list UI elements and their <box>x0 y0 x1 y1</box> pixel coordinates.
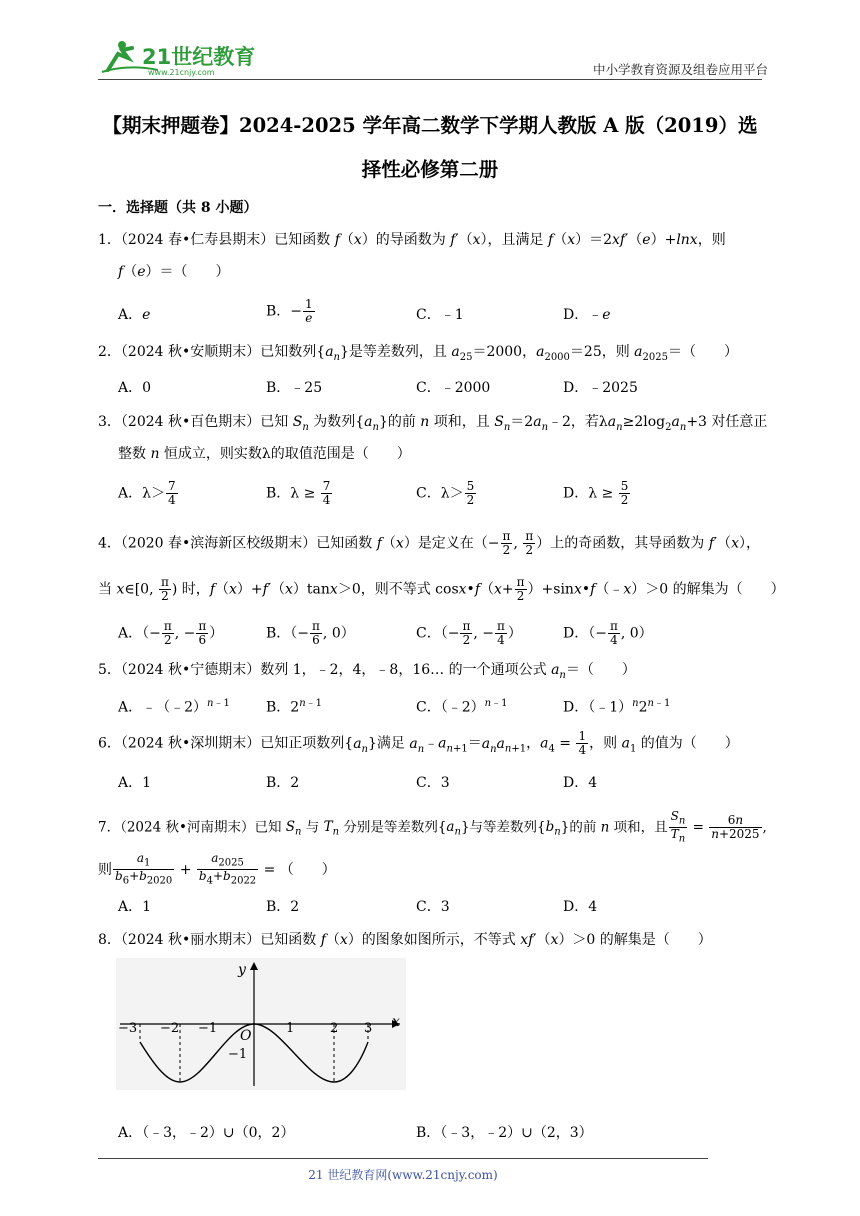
q5-option-b: B．$2^{n﹣1}$ <box>266 698 323 716</box>
question-1-cont: f（e）＝（ ） <box>118 264 230 280</box>
question-6: 6．（2024 秋•深圳期末）已知正项数列$\{a_n\}$满足 $a_n﹣a_{n+1}=a_na_{n+1}$，$a_4$ = $\frac{1}{4}$ ，则 $a_1$ 的值为（ ） <box>98 729 739 757</box>
q4-option-c: C．（− $\frac{\pi}{2}$ , − $\frac{\pi}{4}$ ） <box>416 619 522 647</box>
question-8: 8．（2024 秋•丽水期末）已知函数 f（x）的图象如图所示，不等式 xf′（x）＞0 的解集是（ ） <box>98 932 712 948</box>
q8-option-a: A．（﹣3，﹣2）∪（0，2） <box>118 1125 295 1141</box>
q5-option-a: A．﹣（﹣2）$^{n﹣1}$ <box>118 698 230 716</box>
axis-y-label: y <box>238 962 246 978</box>
logo <box>98 36 258 78</box>
question-5: 5．（2024 秋•宁德期末）数列 1，﹣2，4，﹣8，16… 的一个通项公式 $a_n=$（ ） <box>98 662 636 681</box>
question-4: 4．（2020 春•滨海新区校级期末）已知函数 f（x）是定义在（− $\frac{\pi}{2}$ , $\frac{\pi}{2}$ ）上的奇函数，其导函数为 f′（x）， <box>98 529 760 557</box>
logo-url: www.21cnjy.com <box>148 68 215 77</box>
q7-option-c: C．3 <box>416 899 450 915</box>
q4-option-a: A．（− $\frac{\pi}{2}$ , − $\frac{\pi}{6}$ ） <box>118 619 224 647</box>
question-3-cont: 整数 n 恒成立，则实数λ的取值范围是（ ） <box>118 446 411 462</box>
tick-minus3: −3 <box>118 1021 138 1036</box>
q6-option-c: C．3 <box>416 775 450 791</box>
q6-option-d: D．4 <box>563 775 598 791</box>
question-3: 3．（2024 秋•百色期末）已知 $S_n$ 为数列$\{a_n\}$的前 n 项和，且 $S_n=2a_n﹣2$，若$\lambda a_n\ge 2\log_2a_n+3$ 对任意正 <box>98 414 768 433</box>
section-heading: 一．选择题（共 8 小题） <box>98 200 258 216</box>
tick-minus2: −2 <box>160 1021 180 1036</box>
question-7: 7．（2024 秋•河南期末）已知 $S_n$ 与 $T_n$ 分别是等差数列$\{a_n\}$与等差数列$\{b_n\}$的前 n 项和，且 $\frac{S_n}{T_n}$ = $\frac{6n}{n+2025}$ , <box>98 809 767 845</box>
question-4-cont: 当 x∈[0, $\frac{\pi}{2}$ ) 时，f（x）+f′（x）tanx＞0，则不等式 cosx•f（x+ $\frac{\pi}{2}$ ）+sinx•f（﹣x）＞0 的解集为（ ） <box>98 575 785 603</box>
q1-option-d: D．﹣e <box>563 307 611 323</box>
q3-option-d: D．λ ≥ $\frac{5}{2}$ <box>563 479 629 507</box>
footer-divider <box>98 1158 708 1159</box>
question-7-cont: 则 $\frac{a_1}{b_6+b_{2020}}$ + $\frac{a_{2025}}{b_4+b_{2022}}$ = （ ） <box>98 851 336 887</box>
function-graph <box>116 958 406 1090</box>
platform-name: 中小学教育资源及组卷应用平台 <box>592 62 768 77</box>
tick-3: 3 <box>364 1021 373 1036</box>
question-1: 1．（2024 春•仁寿县期末）已知函数 f（x）的导函数为 f′（x），且满足 f（x）＝2xf′（e）+lnx，则 <box>98 232 726 248</box>
q3-option-c: C．λ＞ $\frac{5}{2}$ <box>416 479 475 507</box>
q3-option-b: B．λ ≥ $\frac{7}{4}$ <box>266 479 331 507</box>
q3-option-a: A．λ＞ $\frac{7}{4}$ <box>118 479 176 507</box>
q1-option-c: C．﹣1 <box>416 307 464 323</box>
q5-option-c: C．（﹣2）$^{n﹣1}$ <box>416 698 508 716</box>
page-title-line2: 择性必修第二册 <box>361 158 499 181</box>
tick-minus1: −1 <box>198 1021 218 1036</box>
axis-x-label: x <box>392 1014 400 1030</box>
q2-option-a: A．0 <box>118 380 152 396</box>
q2-option-b: B．﹣25 <box>266 380 323 396</box>
logo-text: 21世纪教育 <box>142 45 256 69</box>
q6-option-b: B．2 <box>266 775 300 791</box>
question-2: 2．（2024 秋•安顺期末）已知数列$\{a_n\}$是等差数列，且 $a_{25}=2000$，$a_{2000}=25$，则 $a_{2025}=$（ ） <box>98 344 738 363</box>
q2-option-d: D．﹣2025 <box>563 380 638 396</box>
q7-option-a: A．1 <box>118 899 152 915</box>
tick-1: 1 <box>286 1021 295 1036</box>
tick-y-minus1: −1 <box>228 1047 248 1062</box>
header-divider <box>98 79 762 80</box>
q5-option-d: D．$(﹣1)^n2^{n﹣1}$ <box>563 698 671 716</box>
q2-option-c: C．﹣2000 <box>416 380 491 396</box>
q7-option-d: D．4 <box>563 899 598 915</box>
page-title-line1: 【期末押题卷】2024-2025 学年高二数学下学期人教版 A 版（2019）选 <box>102 114 758 137</box>
q1-option-b: B．− $\frac{1}{e}$ <box>266 297 313 325</box>
origin-label: O <box>240 1028 252 1044</box>
q6-option-a: A．1 <box>118 775 152 791</box>
q4-option-d: D．（− $\frac{\pi}{4}$ , 0） <box>563 619 653 647</box>
q8-option-b: B．（﹣3，﹣2）∪（2，3） <box>416 1125 593 1141</box>
q1-option-a: A．e <box>118 307 151 323</box>
q4-option-b: B．（− $\frac{\pi}{6}$ , 0） <box>266 619 355 647</box>
footer-link[interactable]: 21 世纪教育网(www.21cnjy.com) <box>308 1168 498 1182</box>
q7-option-b: B．2 <box>266 899 300 915</box>
tick-2: 2 <box>330 1021 339 1036</box>
